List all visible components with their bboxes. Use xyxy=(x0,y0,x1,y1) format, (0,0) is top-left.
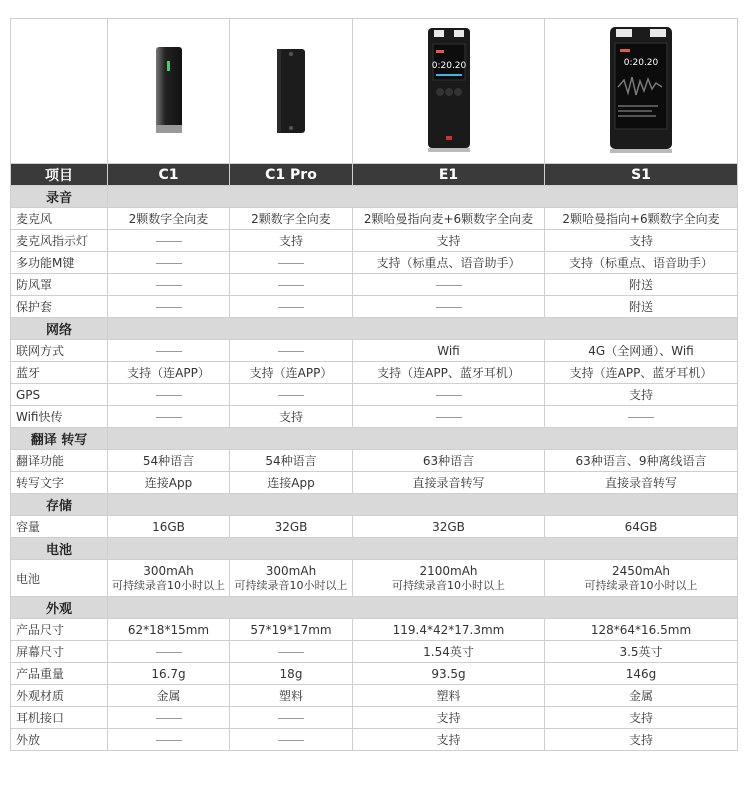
section-fill xyxy=(108,597,738,619)
value-cell: 支持 xyxy=(353,707,545,729)
value-cell: 2颗数字全向麦 xyxy=(230,208,353,230)
value-cell: 54种语言 xyxy=(108,450,230,472)
value-cell: 54种语言 xyxy=(230,450,353,472)
table-row xyxy=(11,230,738,252)
value-cell: 128*64*16.5mm xyxy=(545,619,738,641)
value-cell: 146g xyxy=(545,663,738,685)
value-cell: Wifi xyxy=(353,340,545,362)
value-cell: 64GB xyxy=(545,516,738,538)
value-cell xyxy=(230,384,353,406)
header-cell: E1 xyxy=(353,164,545,186)
table-row xyxy=(11,252,738,274)
section-title: 录音 xyxy=(11,186,108,208)
table-row xyxy=(11,516,738,538)
value-cell: 93.5g xyxy=(353,663,545,685)
table-row xyxy=(11,663,738,685)
value-cell xyxy=(230,729,353,751)
row-label: 电池 xyxy=(11,560,108,597)
table-row xyxy=(11,362,738,384)
not-supported-dash xyxy=(628,417,654,418)
table-row xyxy=(11,384,738,406)
header-cell: 项目 xyxy=(11,164,108,186)
value-cell xyxy=(108,340,230,362)
value-cell xyxy=(230,641,353,663)
blank-cell xyxy=(11,19,108,164)
value-cell xyxy=(108,641,230,663)
value-cell xyxy=(353,406,545,428)
value-sub: 可持续录音10小时以上 xyxy=(234,579,348,592)
value-cell: 63种语言、9种离线语言 xyxy=(545,450,738,472)
not-supported-dash xyxy=(278,351,304,352)
section-fill xyxy=(108,538,738,560)
value-cell: 支持 xyxy=(545,729,738,751)
value-cell: 2颗数字全向麦 xyxy=(108,208,230,230)
value-cell xyxy=(108,274,230,296)
value-main: 2100mAh xyxy=(419,564,478,578)
s1-image xyxy=(545,19,738,164)
value-cell xyxy=(353,274,545,296)
section-row xyxy=(11,597,738,619)
header-cell: C1 xyxy=(108,164,230,186)
table-row xyxy=(11,619,738,641)
not-supported-dash xyxy=(436,395,462,396)
table-row xyxy=(11,560,738,597)
value-cell: 塑料 xyxy=(230,685,353,707)
value-cell: 62*18*15mm xyxy=(108,619,230,641)
value-cell xyxy=(353,560,545,597)
table-row xyxy=(11,340,738,362)
row-label: 容量 xyxy=(11,516,108,538)
section-title: 电池 xyxy=(11,538,108,560)
value-cell xyxy=(353,384,545,406)
value-cell xyxy=(108,729,230,751)
header-cell: S1 xyxy=(545,164,738,186)
value-sub: 可持续录音10小时以上 xyxy=(584,579,698,592)
not-supported-dash xyxy=(278,263,304,264)
not-supported-dash xyxy=(156,351,182,352)
table-row xyxy=(11,685,738,707)
table-row xyxy=(11,406,738,428)
value-cell: 2颗哈曼指向麦+6颗数字全向麦 xyxy=(353,208,545,230)
value-cell: 16.7g xyxy=(108,663,230,685)
value-cell: 32GB xyxy=(353,516,545,538)
value-cell: 支持 xyxy=(545,707,738,729)
value-cell: 2颗哈曼指向+6颗数字全向麦 xyxy=(545,208,738,230)
table-row xyxy=(11,729,738,751)
not-supported-dash xyxy=(156,263,182,264)
value-cell: 4G（全网通）、Wifi xyxy=(545,340,738,362)
value-cell: 119.4*42*17.3mm xyxy=(353,619,545,641)
value-main: 300mAh xyxy=(143,564,194,578)
not-supported-dash xyxy=(278,740,304,741)
row-label: 产品重量 xyxy=(11,663,108,685)
row-label: 多功能M键 xyxy=(11,252,108,274)
value-sub: 可持续录音10小时以上 xyxy=(112,579,225,592)
spec-comparison-table xyxy=(10,18,738,751)
value-cell: 直接录音转写 xyxy=(353,472,545,494)
row-label: 蓝牙 xyxy=(11,362,108,384)
value-cell: 支持 xyxy=(545,384,738,406)
value-cell: 支持（标重点、语音助手） xyxy=(545,252,738,274)
not-supported-dash xyxy=(156,241,182,242)
section-title: 网络 xyxy=(11,318,108,340)
value-cell: 金属 xyxy=(545,685,738,707)
row-label: 产品尺寸 xyxy=(11,619,108,641)
row-label: GPS xyxy=(11,384,108,406)
table-row xyxy=(11,450,738,472)
table-row xyxy=(11,641,738,663)
section-fill xyxy=(108,428,738,450)
value-cell xyxy=(108,707,230,729)
value-cell xyxy=(230,252,353,274)
value-cell: 支持 xyxy=(545,230,738,252)
not-supported-dash xyxy=(278,718,304,719)
value-cell xyxy=(545,560,738,597)
table-row xyxy=(11,707,738,729)
row-label: 麦克风 xyxy=(11,208,108,230)
value-cell xyxy=(230,560,353,597)
not-supported-dash xyxy=(278,395,304,396)
table-row xyxy=(11,208,738,230)
e1-screen-time: 0:20.20 xyxy=(431,61,466,71)
value-cell xyxy=(108,384,230,406)
value-cell: 附送 xyxy=(545,296,738,318)
value-cell: 直接录音转写 xyxy=(545,472,738,494)
not-supported-dash xyxy=(278,285,304,286)
value-cell: 63种语言 xyxy=(353,450,545,472)
row-label: 防风罩 xyxy=(11,274,108,296)
s1-screen-time: 0:20.20 xyxy=(623,58,659,68)
value-cell: 支持 xyxy=(230,230,353,252)
value-cell: 18g xyxy=(230,663,353,685)
row-label: 联网方式 xyxy=(11,340,108,362)
value-cell: 连接App xyxy=(230,472,353,494)
section-title: 翻译 转写 xyxy=(11,428,108,450)
value-cell xyxy=(108,406,230,428)
value-cell xyxy=(230,707,353,729)
row-label: 外放 xyxy=(11,729,108,751)
value-main: 300mAh xyxy=(265,564,317,578)
row-label: 外观材质 xyxy=(11,685,108,707)
value-cell: 支持 xyxy=(353,230,545,252)
not-supported-dash xyxy=(156,740,182,741)
section-row xyxy=(11,428,738,450)
section-fill xyxy=(108,318,738,340)
value-cell xyxy=(108,230,230,252)
value-cell xyxy=(545,406,738,428)
value-cell: 支持 xyxy=(353,729,545,751)
value-cell xyxy=(230,340,353,362)
row-label: 翻译功能 xyxy=(11,450,108,472)
value-cell xyxy=(108,560,230,597)
value-cell: 57*19*17mm xyxy=(230,619,353,641)
not-supported-dash xyxy=(436,307,462,308)
not-supported-dash xyxy=(156,718,182,719)
not-supported-dash xyxy=(156,652,182,653)
section-fill xyxy=(108,186,738,208)
value-cell: 支持（连APP） xyxy=(230,362,353,384)
value-cell: 支持 xyxy=(230,406,353,428)
value-cell: 支持（标重点、语音助手） xyxy=(353,252,545,274)
not-supported-dash xyxy=(156,395,182,396)
value-sub: 可持续录音10小时以上 xyxy=(392,579,505,592)
e1-image xyxy=(353,19,545,164)
value-cell: 支持（连APP） xyxy=(108,362,230,384)
section-title: 外观 xyxy=(11,597,108,619)
table-row xyxy=(11,296,738,318)
row-label: 麦克风指示灯 xyxy=(11,230,108,252)
row-label: 屏幕尺寸 xyxy=(11,641,108,663)
not-supported-dash xyxy=(278,652,304,653)
row-label: 保护套 xyxy=(11,296,108,318)
value-cell: 支持（连APP、蓝牙耳机） xyxy=(353,362,545,384)
header-cell: C1 Pro xyxy=(230,164,353,186)
section-row xyxy=(11,494,738,516)
value-cell xyxy=(230,296,353,318)
not-supported-dash xyxy=(156,307,182,308)
value-cell xyxy=(108,296,230,318)
product-images-row xyxy=(11,19,738,164)
not-supported-dash xyxy=(436,417,462,418)
value-cell: 3.5英寸 xyxy=(545,641,738,663)
value-cell: 塑料 xyxy=(353,685,545,707)
table-row xyxy=(11,472,738,494)
section-row xyxy=(11,538,738,560)
not-supported-dash xyxy=(278,307,304,308)
row-label: 转写文字 xyxy=(11,472,108,494)
not-supported-dash xyxy=(436,285,462,286)
row-label: Wifi快传 xyxy=(11,406,108,428)
value-cell: 附送 xyxy=(545,274,738,296)
value-cell: 16GB xyxy=(108,516,230,538)
section-row xyxy=(11,318,738,340)
header-row xyxy=(11,164,738,186)
value-cell xyxy=(230,274,353,296)
value-cell xyxy=(108,252,230,274)
not-supported-dash xyxy=(156,285,182,286)
value-cell xyxy=(353,296,545,318)
not-supported-dash xyxy=(156,417,182,418)
value-main: 2450mAh xyxy=(611,564,671,578)
section-row xyxy=(11,186,738,208)
c1-image xyxy=(108,19,230,164)
value-cell: 金属 xyxy=(108,685,230,707)
c1-pro-image xyxy=(230,19,353,164)
value-cell: 32GB xyxy=(230,516,353,538)
value-cell: 连接App xyxy=(108,472,230,494)
value-cell: 1.54英寸 xyxy=(353,641,545,663)
section-title: 存储 xyxy=(11,494,108,516)
value-cell: 支持（连APP、蓝牙耳机） xyxy=(545,362,738,384)
section-fill xyxy=(108,494,738,516)
table-row xyxy=(11,274,738,296)
row-label: 耳机接口 xyxy=(11,707,108,729)
